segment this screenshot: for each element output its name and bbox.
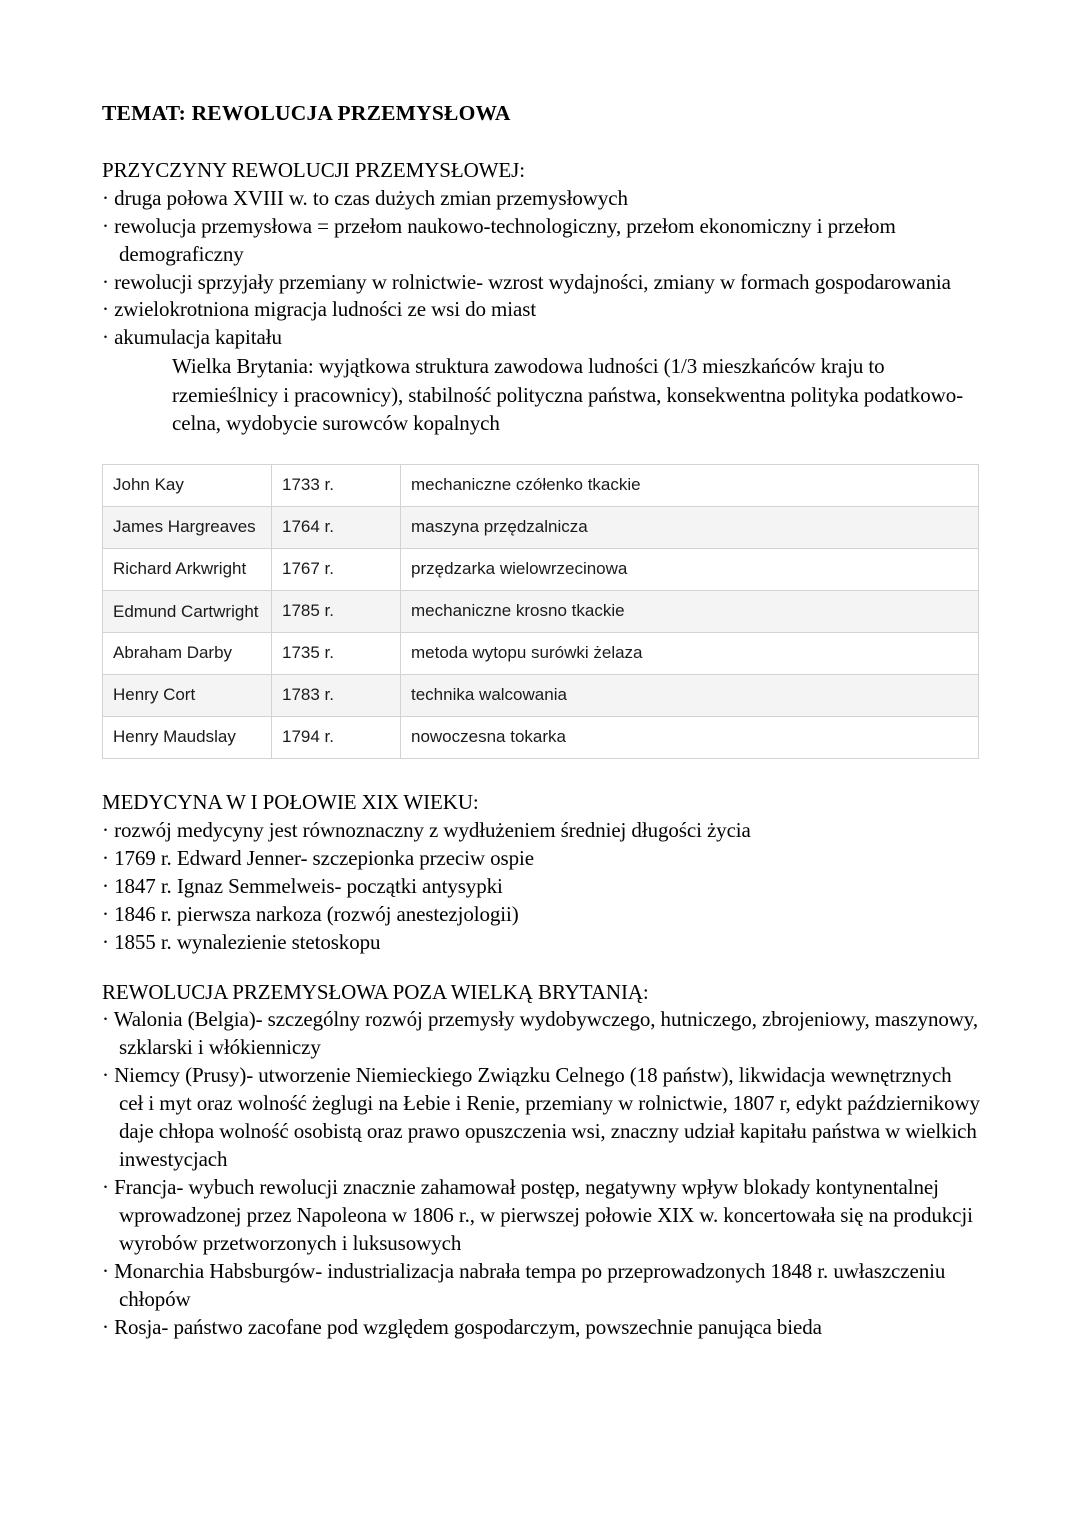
table-cell-inventor: Abraham Darby	[103, 632, 272, 674]
invention-table-body	[103, 464, 979, 758]
bullet-dot-icon: ·	[102, 325, 109, 350]
table-cell-inventor: James Hargreaves	[103, 506, 272, 548]
bullet-dot-icon: ·	[102, 929, 109, 954]
list-item-text: akumulacja kapitału	[114, 325, 282, 350]
table-cell-invention: technika walcowania	[401, 674, 979, 716]
bullet-dot-icon: ·	[102, 213, 109, 238]
causes-bullet-list	[102, 185, 980, 353]
list-item	[102, 817, 980, 845]
list-item	[102, 324, 980, 352]
list-item	[102, 269, 980, 297]
list-item	[102, 1314, 980, 1342]
table-cell-invention: mechaniczne krosno tkackie	[401, 590, 979, 632]
table-cell-year: 1783 r.	[272, 674, 401, 716]
table-row	[103, 590, 979, 632]
list-item	[102, 845, 980, 873]
list-item-text: 1855 r. wynalezienie stetoskopu	[114, 929, 381, 954]
list-item	[102, 1174, 980, 1258]
list-item-text: 1769 r. Edward Jenner- szczepionka przeciw ospie	[114, 845, 534, 870]
section-heading-causes: PRZYCZYNY REWOLUCJI PRZEMYSŁOWEJ:	[102, 157, 525, 182]
list-item-text: Rosja- państwo zacofane pod względem gospodarczym, powszechnie panująca bieda	[114, 1314, 822, 1339]
bullet-dot-icon: ·	[102, 873, 109, 898]
list-item-text: rewolucja przemysłowa = przełom naukowo-technologiczny, przełom ekonomiczny i przełom demograficzny	[114, 213, 896, 266]
bullet-dot-icon: ·	[102, 817, 109, 842]
list-item	[102, 873, 980, 901]
table-row	[103, 716, 979, 758]
table-row	[103, 674, 979, 716]
list-item-text: rewolucji sprzyjały przemiany w rolnictwie- wzrost wydajności, zmiany w formach gospodarowania	[114, 269, 951, 294]
list-item-text: rozwój medycyny jest równoznaczny z wydłużeniem średniej długości życia	[114, 817, 751, 842]
table-cell-inventor: Richard Arkwright	[103, 548, 272, 590]
table-row	[103, 632, 979, 674]
list-item	[102, 213, 980, 269]
table-cell-inventor: Edmund Cartwright	[103, 590, 272, 632]
list-item	[102, 1062, 980, 1174]
table-row	[103, 548, 979, 590]
invention-table-container	[102, 464, 980, 759]
table-row	[103, 506, 979, 548]
table-cell-inventor: John Kay	[103, 464, 272, 506]
list-item	[102, 1258, 980, 1314]
section-outside-britain	[102, 979, 980, 1342]
outside-britain-bullet-list	[102, 1006, 980, 1341]
bullet-dot-icon: ·	[102, 901, 109, 926]
table-cell-invention: mechaniczne czółenko tkackie	[401, 464, 979, 506]
section-causes	[102, 157, 980, 438]
bullet-dot-icon: ·	[102, 1007, 109, 1032]
bullet-dot-icon: ·	[102, 185, 109, 210]
table-cell-year: 1785 r.	[272, 590, 401, 632]
section-heading-outside-britain: REWOLUCJA PRZEMYSŁOWA POZA WIELKĄ BRYTANIĄ:	[102, 979, 649, 1004]
list-item-text: 1847 r. Ignaz Semmelweis- początki antysypki	[114, 873, 503, 898]
page-title: TEMAT: REWOLUCJA PRZEMYSŁOWA	[102, 101, 511, 125]
table-cell-year: 1733 r.	[272, 464, 401, 506]
table-cell-inventor: Henry Maudslay	[103, 716, 272, 758]
invention-table	[102, 464, 979, 759]
table-cell-invention: maszyna przędzalnicza	[401, 506, 979, 548]
table-cell-invention: przędzarka wielowrzecinowa	[401, 548, 979, 590]
bullet-dot-icon: ·	[102, 1174, 109, 1199]
table-cell-year: 1767 r.	[272, 548, 401, 590]
causes-indented-note: Wielka Brytania: wyjątkowa struktura zawodowa ludności (1/3 mieszkańców kraju to rzemieślnicy i pracownicy), stabilność polityczna państwa, konsekwentna polityka podatkowo-celna, wydobycie surowców kopalnych	[172, 354, 964, 436]
bullet-dot-icon: ·	[102, 297, 109, 322]
list-item-text: 1846 r. pierwsza narkoza (rozwój anestezjologii)	[114, 901, 519, 926]
bullet-dot-icon: ·	[102, 269, 109, 294]
table-cell-year: 1735 r.	[272, 632, 401, 674]
bullet-dot-icon: ·	[102, 845, 109, 870]
table-cell-year: 1794 r.	[272, 716, 401, 758]
bullet-dot-icon: ·	[102, 1258, 109, 1283]
section-medicine	[102, 789, 980, 957]
list-item-text: Francja- wybuch rewolucji znacznie zahamował postęp, negatywny wpływ blokady kontynentalnej wprowadzonej przez Napoleona w 1806 r., w pierwszej połowie XIX w. koncertowała się na produkcji wyrobów przetworzonych i luksusowych	[114, 1174, 973, 1255]
list-item	[102, 185, 980, 213]
bullet-dot-icon: ·	[102, 1314, 109, 1339]
list-item-text: Monarchia Habsburgów- industrializacja nabrała tempa po przeprowadzonych 1848 r. uwłaszczeniu chłopów	[114, 1258, 946, 1311]
table-cell-invention: metoda wytopu surówki żelaza	[401, 632, 979, 674]
list-item-text: Walonia (Belgia)- szczególny rozwój przemysły wydobywczego, hutniczego, zbrojeniowy, maszynowy, szklarski i włókienniczy	[113, 1007, 978, 1060]
list-item-text: zwielokrotniona migracja ludności ze wsi do miast	[114, 297, 537, 322]
list-item	[102, 1006, 980, 1062]
section-heading-medicine: MEDYCYNA W I POŁOWIE XIX WIEKU:	[102, 789, 479, 814]
table-cell-year: 1764 r.	[272, 506, 401, 548]
bullet-dot-icon: ·	[102, 1063, 109, 1088]
table-cell-inventor: Henry Cort	[103, 674, 272, 716]
list-item	[102, 929, 980, 957]
list-item-text: Niemcy (Prusy)- utworzenie Niemieckiego Związku Celnego (18 państw), likwidacja wewnętrznych ceł i myt oraz wolność żeglugi na Łebie i Renie, przemiany w rolnictwie, 1807 r, edykt październikowy daje chłopa wolność osobistą oraz prawo opuszczenia wsi, znaczny udział kapitału państwa w wielkich inwestycjach	[114, 1063, 980, 1172]
table-row	[103, 464, 979, 506]
table-cell-invention: nowoczesna tokarka	[401, 716, 979, 758]
medicine-bullet-list	[102, 817, 980, 957]
list-item-text: druga połowa XVIII w. to czas dużych zmian przemysłowych	[114, 185, 628, 210]
list-item	[102, 901, 980, 929]
list-item	[102, 296, 980, 324]
